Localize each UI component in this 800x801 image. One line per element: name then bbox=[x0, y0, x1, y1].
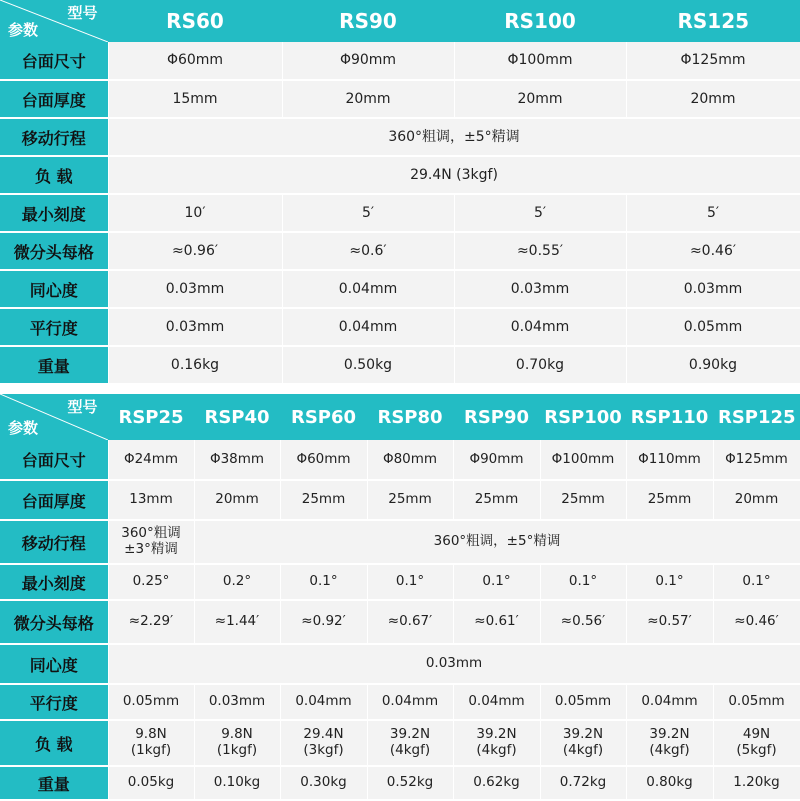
table-cell: 0.05mm bbox=[540, 684, 626, 720]
model-header: RS125 bbox=[626, 0, 800, 42]
row-label: 重量 bbox=[0, 346, 108, 384]
table-cell: ≈0.46′ bbox=[626, 232, 800, 270]
rs-spec-table bbox=[0, 0, 800, 385]
model-header: RS90 bbox=[282, 0, 454, 42]
table-cell: ≈0.46′ bbox=[713, 600, 800, 644]
row-label: 移动行程 bbox=[0, 118, 108, 156]
table-row bbox=[0, 232, 800, 270]
table-cell-merged: 360°粗调，±5°精调 bbox=[108, 118, 800, 156]
table-cell: 0.04mm bbox=[454, 308, 626, 346]
table-row bbox=[0, 644, 800, 684]
table-cell: 1.20kg bbox=[713, 766, 800, 800]
table-cell: 15mm bbox=[108, 80, 282, 118]
table-cell-two-line bbox=[108, 520, 194, 564]
table-cell: 0.90kg bbox=[626, 346, 800, 384]
table-row bbox=[0, 684, 800, 720]
table-cell: 0.2° bbox=[194, 564, 280, 600]
table-cell: Φ90mm bbox=[282, 42, 454, 80]
table-row bbox=[0, 118, 800, 156]
table-cell: Φ60mm bbox=[108, 42, 282, 80]
table-row bbox=[0, 42, 800, 80]
table-cell: Φ24mm bbox=[108, 440, 194, 480]
table-cell: ≈1.44′ bbox=[194, 600, 280, 644]
cell-line: 39.2N bbox=[476, 726, 517, 743]
table-cell: 0.1° bbox=[453, 564, 540, 600]
table-cell: 0.70kg bbox=[454, 346, 626, 384]
param-label: 参数 bbox=[8, 21, 39, 39]
table-cell: 0.05mm bbox=[713, 684, 800, 720]
table-cell: 20mm bbox=[282, 80, 454, 118]
table-cell: 0.1° bbox=[713, 564, 800, 600]
table-cell: 13mm bbox=[108, 480, 194, 520]
cell-line: ±3°精调 bbox=[124, 541, 178, 557]
cell-line: (3kgf) bbox=[303, 742, 344, 758]
table-cell: 0.04mm bbox=[367, 684, 453, 720]
table-cell: 0.03mm bbox=[108, 308, 282, 346]
cell-line: 9.8N bbox=[221, 726, 253, 743]
row-label: 微分头每格 bbox=[0, 232, 108, 270]
table-cell: 5′ bbox=[626, 194, 800, 232]
model-header: RSP125 bbox=[713, 394, 800, 440]
table-header-row bbox=[0, 394, 800, 440]
table-row bbox=[0, 346, 800, 384]
table-cell: Φ60mm bbox=[280, 440, 367, 480]
table-cell: ≈0.57′ bbox=[626, 600, 713, 644]
table-cell-merged: 29.4N (3kgf) bbox=[108, 156, 800, 194]
table-cell: 25mm bbox=[540, 480, 626, 520]
row-label: 重量 bbox=[0, 766, 108, 800]
table-cell: 0.50kg bbox=[282, 346, 454, 384]
table-cell: 0.04mm bbox=[282, 308, 454, 346]
table-cell-two-line bbox=[108, 720, 194, 766]
table-cell: Φ110mm bbox=[626, 440, 713, 480]
table-row bbox=[0, 80, 800, 118]
table-cell: 0.80kg bbox=[626, 766, 713, 800]
param-label: 参数 bbox=[8, 419, 39, 437]
table-cell: Φ125mm bbox=[713, 440, 800, 480]
table-cell: 0.1° bbox=[280, 564, 367, 600]
row-label: 台面厚度 bbox=[0, 480, 108, 520]
model-header: RS60 bbox=[108, 0, 282, 42]
table-cell: 5′ bbox=[282, 194, 454, 232]
row-label: 负 载 bbox=[0, 720, 108, 766]
table-row bbox=[0, 270, 800, 308]
cell-line: 49N bbox=[742, 726, 771, 743]
table-cell: Φ38mm bbox=[194, 440, 280, 480]
cell-line: (4kgf) bbox=[562, 742, 604, 758]
row-label: 平行度 bbox=[0, 308, 108, 346]
cell-line: 39.2N bbox=[389, 726, 431, 743]
table-cell: 25mm bbox=[626, 480, 713, 520]
table-cell: 0.1° bbox=[626, 564, 713, 600]
model-header: RSP100 bbox=[540, 394, 626, 440]
table-cell-two-line bbox=[540, 720, 626, 766]
table-cell: 0.04mm bbox=[626, 684, 713, 720]
table-header-row bbox=[0, 0, 800, 42]
table-cell: 5′ bbox=[454, 194, 626, 232]
cell-line: (4kgf) bbox=[649, 742, 690, 758]
table-row bbox=[0, 156, 800, 194]
cell-line: 39.2N bbox=[649, 726, 690, 743]
table-cell-two-line bbox=[626, 720, 713, 766]
table-row bbox=[0, 600, 800, 644]
row-label: 平行度 bbox=[0, 684, 108, 720]
row-label: 负 载 bbox=[0, 156, 108, 194]
row-label: 台面尺寸 bbox=[0, 42, 108, 80]
table-cell: ≈0.55′ bbox=[454, 232, 626, 270]
table-cell-merged: 360°粗调，±5°精调 bbox=[194, 520, 800, 564]
table-cell: 0.04mm bbox=[282, 270, 454, 308]
row-label: 最小刻度 bbox=[0, 194, 108, 232]
row-label: 微分头每格 bbox=[0, 600, 108, 644]
table-cell: Φ80mm bbox=[367, 440, 453, 480]
table-cell-two-line bbox=[367, 720, 453, 766]
table-row bbox=[0, 308, 800, 346]
table-cell: 0.16kg bbox=[108, 346, 282, 384]
table-cell: ≈0.6′ bbox=[282, 232, 454, 270]
corner-cell bbox=[0, 0, 108, 42]
table-cell: 0.04mm bbox=[453, 684, 540, 720]
table-cell: 0.03mm bbox=[194, 684, 280, 720]
table-cell-merged: 0.03mm bbox=[108, 644, 800, 684]
model-header: RSP25 bbox=[108, 394, 194, 440]
model-header: RSP90 bbox=[453, 394, 540, 440]
table-cell: Φ100mm bbox=[540, 440, 626, 480]
model-label: 型号 bbox=[67, 4, 98, 22]
table-cell: 0.05mm bbox=[626, 308, 800, 346]
model-header: RSP40 bbox=[194, 394, 280, 440]
row-label: 同心度 bbox=[0, 270, 108, 308]
row-label: 最小刻度 bbox=[0, 564, 108, 600]
table-cell: ≈0.92′ bbox=[280, 600, 367, 644]
table-cell: 0.1° bbox=[367, 564, 453, 600]
row-label: 台面尺寸 bbox=[0, 440, 108, 480]
table-row bbox=[0, 564, 800, 600]
model-label: 型号 bbox=[67, 398, 98, 416]
table-cell: 0.1° bbox=[540, 564, 626, 600]
table-row bbox=[0, 520, 800, 564]
cell-line: (5kgf) bbox=[736, 742, 777, 758]
table-cell: 25mm bbox=[280, 480, 367, 520]
table-cell-two-line bbox=[453, 720, 540, 766]
rsp-spec-table bbox=[0, 394, 800, 801]
table-separator bbox=[0, 383, 800, 394]
table-cell: ≈0.61′ bbox=[453, 600, 540, 644]
model-header: RS100 bbox=[454, 0, 626, 42]
table-cell: 20mm bbox=[626, 80, 800, 118]
table-cell: Φ90mm bbox=[453, 440, 540, 480]
cell-line: 360°粗调 bbox=[121, 525, 181, 542]
table-cell: 0.62kg bbox=[453, 766, 540, 800]
cell-line: 39.2N bbox=[562, 726, 604, 743]
table-cell: Φ125mm bbox=[626, 42, 800, 80]
table-cell: Φ100mm bbox=[454, 42, 626, 80]
table-cell: 25mm bbox=[453, 480, 540, 520]
table-cell-two-line bbox=[713, 720, 800, 766]
table-cell: 0.25° bbox=[108, 564, 194, 600]
table-row bbox=[0, 440, 800, 480]
model-header: RSP110 bbox=[626, 394, 713, 440]
row-label: 台面厚度 bbox=[0, 80, 108, 118]
table-cell: 20mm bbox=[194, 480, 280, 520]
table-cell: 0.52kg bbox=[367, 766, 453, 800]
table-cell: 0.10kg bbox=[194, 766, 280, 800]
table-cell-two-line bbox=[280, 720, 367, 766]
table-cell: 0.05mm bbox=[108, 684, 194, 720]
table-cell: 0.05kg bbox=[108, 766, 194, 800]
cell-line: (4kgf) bbox=[389, 742, 431, 758]
table-cell: 20mm bbox=[713, 480, 800, 520]
row-label: 同心度 bbox=[0, 644, 108, 684]
model-header: RSP60 bbox=[280, 394, 367, 440]
table-cell: 10′ bbox=[108, 194, 282, 232]
table-cell: 0.03mm bbox=[626, 270, 800, 308]
cell-line: (1kgf) bbox=[216, 742, 258, 758]
cell-line: (4kgf) bbox=[476, 742, 517, 758]
table-cell: ≈2.29′ bbox=[108, 600, 194, 644]
corner-cell bbox=[0, 394, 108, 440]
table-cell: 0.04mm bbox=[280, 684, 367, 720]
model-header: RSP80 bbox=[367, 394, 453, 440]
row-label: 移动行程 bbox=[0, 520, 108, 564]
cell-line: (1kgf) bbox=[130, 742, 172, 758]
table-cell: 25mm bbox=[367, 480, 453, 520]
table-row bbox=[0, 480, 800, 520]
table-cell: 20mm bbox=[454, 80, 626, 118]
cell-line: 29.4N bbox=[303, 726, 344, 743]
table-cell: 0.30kg bbox=[280, 766, 367, 800]
table-cell: ≈0.56′ bbox=[540, 600, 626, 644]
cell-line: 9.8N bbox=[135, 726, 167, 743]
table-cell: ≈0.96′ bbox=[108, 232, 282, 270]
table-cell: 0.72kg bbox=[540, 766, 626, 800]
table-row bbox=[0, 766, 800, 800]
table-cell: ≈0.67′ bbox=[367, 600, 453, 644]
table-row bbox=[0, 194, 800, 232]
table-cell: 0.03mm bbox=[454, 270, 626, 308]
table-row bbox=[0, 720, 800, 766]
table-cell: 0.03mm bbox=[108, 270, 282, 308]
table-cell-two-line bbox=[194, 720, 280, 766]
